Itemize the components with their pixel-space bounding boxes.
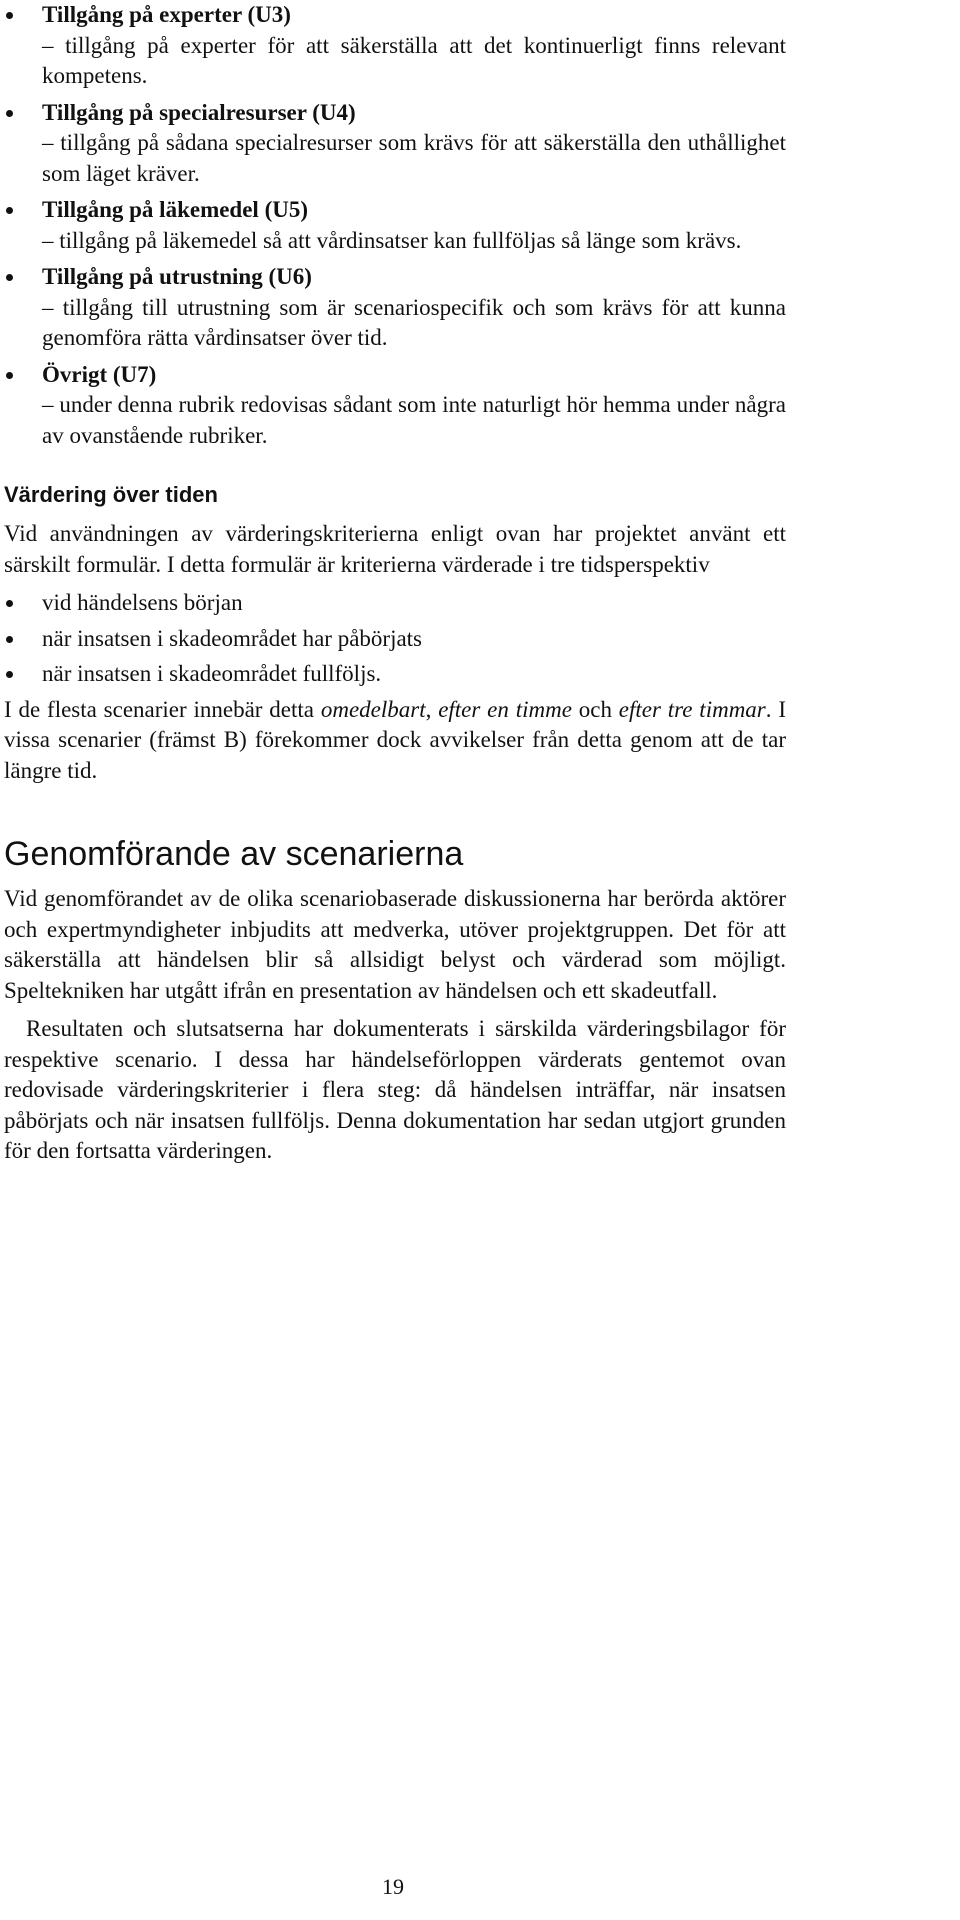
criterion-title: Tillgång på experter (U3) xyxy=(42,2,291,27)
dash: – xyxy=(42,32,54,58)
list-item xyxy=(4,98,786,190)
list-item xyxy=(4,195,786,256)
dash: – xyxy=(42,294,54,320)
list-item: när insatsen i skadeområdet fullföljs. xyxy=(4,659,786,690)
list-item xyxy=(4,360,786,452)
closing-text: och xyxy=(571,696,619,722)
valuation-intro: Vid användningen av värderingskriterierna enligt ovan har projektet använt ett särskilt formulär. I detta formulär är kriterierna värderade i tre tidsperspektiv xyxy=(4,521,786,577)
criterion-description xyxy=(42,31,786,92)
dash: – xyxy=(42,392,54,417)
dash: – xyxy=(42,227,54,253)
criteria-list xyxy=(4,0,786,451)
closing-emphasis: omedelbart xyxy=(320,696,426,722)
section-heading-implementation: Genomförande av scenarierna xyxy=(4,835,464,873)
criterion-description-text: tillgång till utrustning som är scenariospecifik och som krävs för att kunna genomföra rätta vårdinsatser över tid. xyxy=(42,294,787,350)
criterion-title: Tillgång på specialresurser (U4) xyxy=(42,99,356,125)
criterion-description xyxy=(42,128,786,189)
implementation-paragraph-2: Resultaten och slutsatserna har dokumenterats i särskilda värderingsbilagor för respektive scenario. I dessa har händelseförloppen värderats gentemot ovan redovisade värderingskriterier i flera steg: då händelsen inträffar, när insatsen påbörjats och när insatsen fullföljs. Denna dokumentation har sedan utgjort grunden för den fortsatta värderingen. xyxy=(4,1016,786,1163)
criterion-description xyxy=(42,390,786,451)
criterion-title: Tillgång på utrustning (U6) xyxy=(42,264,312,289)
valuation-closing xyxy=(4,695,786,787)
criterion-description xyxy=(42,293,786,354)
page-number: 19 xyxy=(382,1874,404,1899)
closing-text: . I vissa scenarier (främst B) förekommer dock avvikelser från detta genom att de tar längre tid. xyxy=(4,696,787,783)
list-item xyxy=(4,0,786,92)
closing-emphasis: efter en timme xyxy=(438,696,572,722)
implementation-paragraph-1: Vid genomförandet av de olika scenariobaserade diskussionerna har berörda aktörer och expertmyndigheter inbjudits att medverka, utöver projektgruppen. Det för att säkerställa att händelsen blir så allsidigt belyst och värderad som möjligt. Speltekniken har utgått ifrån en presentation av händelsen och ett skadeutfall. xyxy=(4,886,786,1003)
criterion-title: Tillgång på läkemedel (U5) xyxy=(42,197,309,222)
criterion-description-text: tillgång på sådana specialresurser som krävs för att säkerställa den uthållighet som läget kräver. xyxy=(42,130,786,186)
list-item: när insatsen i skadeområdet har påbörjats xyxy=(4,624,786,655)
closing-text: I de flesta scenarier innebär detta xyxy=(4,696,321,722)
section-heading-valuation: Värdering över tiden xyxy=(4,482,218,507)
list-item: vid händelsens början xyxy=(4,588,786,619)
dash: – xyxy=(42,130,54,155)
page-content xyxy=(4,0,786,1167)
criterion-description-text: tillgång på experter för att säkerställa att det kontinuerligt finns relevant kompetens. xyxy=(42,32,787,88)
time-perspective-list xyxy=(4,588,786,690)
closing-emphasis: efter tre timmar xyxy=(618,696,766,722)
list-item xyxy=(4,262,786,354)
criterion-title: Övrigt (U7) xyxy=(42,361,157,387)
criterion-description xyxy=(42,226,786,257)
criterion-description-text: tillgång på läkemedel så att vårdinsatser kan fullföljas så länge som krävs. xyxy=(59,227,742,253)
closing-text: , xyxy=(425,696,439,722)
criterion-description-text: under denna rubrik redovisas sådant som inte naturligt hör hemma under några av ovanstående rubriker. xyxy=(42,392,786,448)
